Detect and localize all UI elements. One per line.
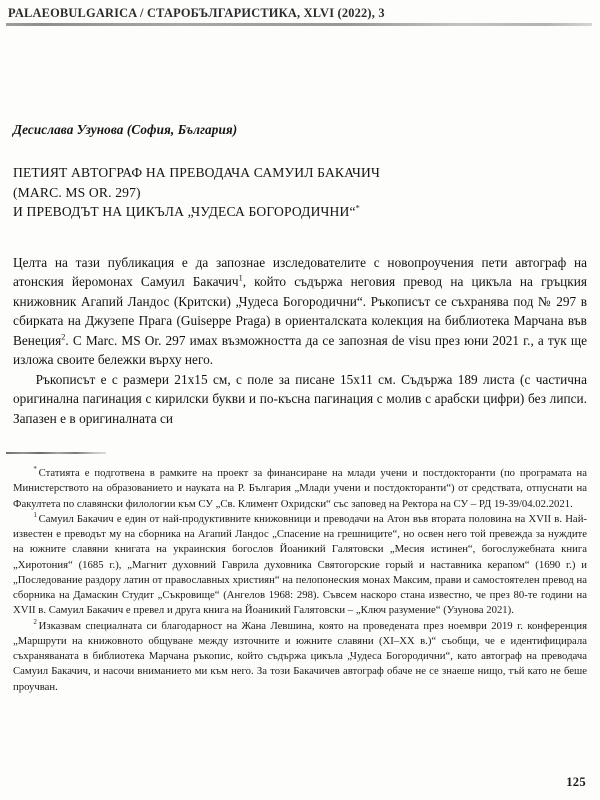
footnote-text: Самуил Бакачич е един от най-продуктивните книжовници и преводачи на Атон във втората половина на XVII в. Най-известен е преводът му на сборника на Агапий Ландос „Спасение на грешниците“, но освен него той превежда за нуждите на южните славяни книгата на украинския богослов Йоаникий Галятовски „Месия истинен“, богослужебната книга „Хиротония“ (1685 г.), „Магнит духовний Гаврила духовника Святогорские горый и наставника керапом“ (1690 г.) и „Последование раздору латин от православных християн“ на пелопонеския монах Максим, прави и самостоятелен превод на сборника на Дамаскин Студит „Съкровище“ (Ангелов 1968: 298). Съвсем наскоро стана известно, че през 80-те години на XVII в. Самуил Бакачич е превел и друга книга на Йоаникий Галятовски – „Ключ разумение“ (Узунова 2021).: [13, 512, 587, 617]
article-title: [13, 163, 586, 222]
footnote-item: [13, 619, 587, 695]
title-footnote-marker: *: [355, 202, 361, 213]
title-line-3-text: И ПРЕВОДЪТ НА ЦИКЪЛА „ЧУДЕСА БОГОРОДИЧНИ“: [13, 204, 356, 220]
body-text-run: Целта на тази публикация е да запознае изследователите с новопроучения пети автограф на атонския йеромонах Самуил Бакачич: [13, 255, 587, 290]
title-line-3: [13, 202, 586, 222]
author-byline: Десислава Узунова (София, България): [13, 122, 238, 137]
title-line-2: (MARC. MS OR. 297): [13, 184, 141, 200]
footnote-item: [13, 512, 587, 619]
body-paragraph: [13, 370, 587, 428]
body-paragraph: [13, 253, 587, 370]
footnote-marker[interactable]: 1: [33, 511, 37, 520]
header-rule: [6, 23, 592, 26]
body-text-run: Ръкописът е с размери 21х15 см, с поле за писане 15х11 см. Съдържа 189 листа (с частична оригинална пагинация с кирилски букви и по-късна пагинация с молив с арабски цифри) без липси. Запазен е в оригиналната си: [13, 371, 587, 426]
footnote-separator-rule: [6, 452, 106, 454]
body-text-run: , който съдържа неговия превод на цикъла на гръцкия книжовник Агапий Ландос (Критски) „Чудеса Богородични“. Ръкописът се съхранява под № 297 в сбирката на Джузепе Прага (Guiseppe Praga) в ориенталската колекция на библиотека Марчана във Венеция: [13, 274, 587, 348]
body-text-run: . С Marc. MS Or. 297 имах възможността да се запозная de visu през юни 2021 г., а тук ще изложа своите бележки върху него.: [13, 332, 587, 368]
footnote-reference-marker[interactable]: 1: [238, 274, 243, 284]
footnote-item: [13, 466, 587, 512]
page-number: 125: [566, 775, 586, 789]
title-line-1: ПЕТИЯТ АВТОГРАФ НА ПРЕВОДАЧА САМУИЛ БАКАЧИЧ: [13, 165, 380, 180]
footnote-marker[interactable]: *: [33, 465, 37, 474]
footnote-text: Изказвам специалната си благодарност на Жана Левшина, която на проведената през ноември 2019 г. конференция „Маршрути на книжовното общуване между източните и южните славяни (XI–XX в.)“ съобщи, че е идентифицирала съхраняваната в библиотека Марчана ръкопис, който съдържа цикъла „Чудеса Богородични“, като автограф на преводача Самуил Бакачич, и насочи вниманието ми към него. За този Бакачичев автограф обаче не се знаеше нищо, тъй като не беше проучван.: [13, 619, 587, 693]
body-text: [13, 253, 587, 428]
footnote-marker[interactable]: 2: [33, 617, 37, 626]
running-head: PALAEOBULGARICA / СТАРОБЪЛГАРИСТИКА, XLVI (2022), 3: [8, 6, 385, 20]
footnote-reference-marker[interactable]: 2: [61, 332, 66, 342]
footnote-block: [13, 466, 587, 695]
footnote-text: Статията е подготвена в рамките на проект за финансиране на млади учени и постдокторанти (по програмата на Министерството на образованието и науката на Р. България „Млади учени и постдокторанти“) от средствата, отпуснати на Факултета по славянски филологии към СУ „Св. Климент Охридски“ със заповед на Ректора на СУ – РД 19-39/04.02.2021.: [13, 467, 587, 510]
